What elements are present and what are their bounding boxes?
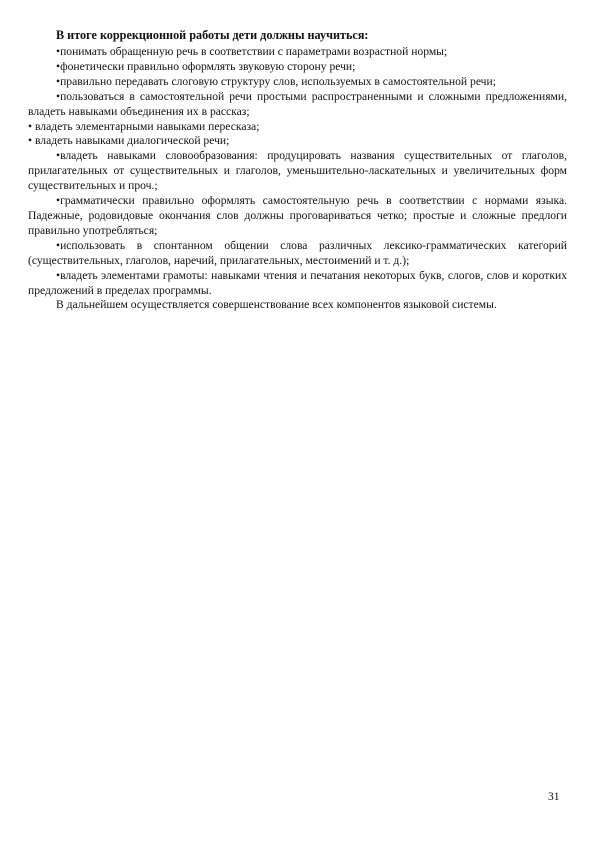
list-item-text: использовать в спонтанном общении слова различных лексико-грамматических категорий (существительных, глаголов, наречий, прилагательных, местоимений и т. д.);: [28, 238, 567, 267]
list-item-text: грамматически правильно оформлять самостоятельную речь в соответствии с нормами языка. Падежные, родовидовые окончания слов должны проговариваться четко; простые и сложные предлоги правильно употребляться;: [28, 194, 567, 237]
list-item: [28, 90, 567, 120]
list-item-text: владеть элементами грамоты: навыками чтения и печатания некоторых букв, слогов, слов и коротких предложений в пределах программы.: [28, 268, 567, 297]
bullet-marker: •: [56, 74, 61, 88]
list-item-text: пользоваться в самостоятельной речи простыми распространенными и сложными предложениями, владеть навыками объединения их в рассказ;: [28, 89, 567, 118]
bullet-marker: •: [56, 59, 61, 73]
bullet-marker: •: [56, 238, 61, 252]
document-page: [28, 28, 567, 313]
bullet-marker: •: [56, 268, 61, 282]
bullet-marker: •: [56, 45, 61, 58]
list-item-text: владеть навыками словообразования: продуцировать названия существительных от глаголов, прилагательных от существительных и глаголов, уменьшительно-ласкательных и увеличительных форм существительных и проч.;: [28, 149, 567, 193]
list-item: [28, 75, 567, 90]
bullet-marker: •: [28, 134, 33, 148]
list-item-text: владеть элементарными навыками пересказа;: [34, 119, 260, 133]
list-item: [28, 134, 567, 149]
list-item: [28, 269, 567, 299]
list-item-text: фонетически правильно оформлять звуковую сторону речи;: [60, 59, 356, 73]
bullet-marker: •: [56, 149, 61, 163]
list-item-text: владеть навыками диалогической речи;: [34, 134, 230, 148]
list-item: [28, 149, 567, 194]
list-item: [28, 60, 567, 75]
list-item-text: понимать обращенную речь в соответствии с параметрами возрастной нормы;: [60, 45, 448, 58]
list-item: [28, 45, 567, 60]
section-heading: В итоге коррекционной работы дети должны научиться:: [56, 28, 369, 42]
list-item: [28, 239, 567, 269]
bullet-marker: •: [56, 89, 61, 103]
page-number: 31: [548, 791, 560, 803]
bullet-marker: •: [28, 119, 33, 133]
list-item: [28, 194, 567, 239]
list-item-text: правильно передавать слоговую структуру слов, используемых в самостоятельной речи;: [60, 74, 496, 88]
bullet-marker: •: [56, 194, 61, 208]
list-item: [28, 120, 567, 135]
closing-paragraph: В дальнейшем осуществляется совершенствование всех компонентов языковой системы.: [56, 298, 497, 312]
